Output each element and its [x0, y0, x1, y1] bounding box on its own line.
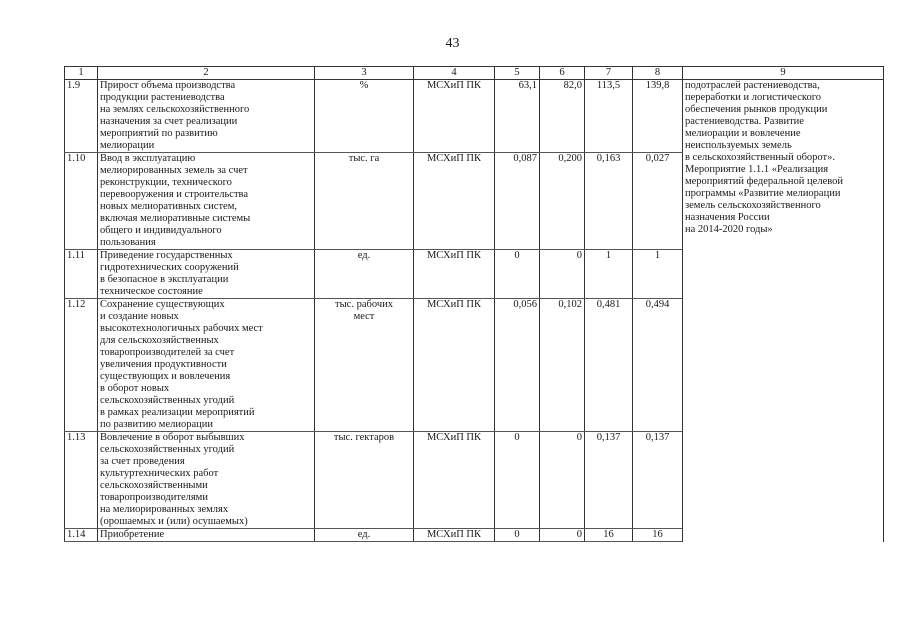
unit: тыс. рабочих мест — [315, 299, 414, 432]
header-col-1: 1 — [65, 67, 98, 80]
value-col-6: 0,200 — [540, 153, 585, 250]
indicator-name: Ввод в эксплуатацию мелиорированных земель за счет реконструкции, технического перевооружения и строительства новых мелиоративных систем, включая мелиоративные системы общего и индивидуального пользования — [98, 153, 315, 250]
row-number: 1.9 — [65, 80, 98, 153]
header-col-2: 2 — [98, 67, 315, 80]
value-col-6: 0 — [540, 432, 585, 529]
unit: тыс. га — [315, 153, 414, 250]
value-col-8: 0,137 — [633, 432, 683, 529]
row-number: 1.10 — [65, 153, 98, 250]
value-col-6: 0 — [540, 250, 585, 299]
value-col-7: 113,5 — [585, 80, 633, 153]
header-col-7: 7 — [585, 67, 633, 80]
value-col-5: 0,056 — [495, 299, 540, 432]
value-col-5: 0,087 — [495, 153, 540, 250]
header-col-5: 5 — [495, 67, 540, 80]
value-col-8: 0,027 — [633, 153, 683, 250]
value-col-5: 63,1 — [495, 80, 540, 153]
table-header-row — [65, 67, 884, 80]
header-col-8: 8 — [633, 67, 683, 80]
responsible-org: МСХиП ПК — [414, 80, 495, 153]
responsible-org: МСХиП ПК — [414, 529, 495, 542]
row-number: 1.11 — [65, 250, 98, 299]
program-description: подотраслей растениеводства, переработки и логистического обеспечения рынков продукции растениеводства. Развитие мелиорации и вовлечение неиспользуемых земель в сельскохозяйственный оборот». Мероприятие 1.1.1 «Реализация мероприятий федеральной целевой программы «Развитие мелиорации земель сельскохозяйственного назначения России на 2014-2020 годы» — [683, 80, 884, 542]
row-number: 1.12 — [65, 299, 98, 432]
unit: ед. — [315, 250, 414, 299]
value-col-8: 16 — [633, 529, 683, 542]
responsible-org: МСХиП ПК — [414, 432, 495, 529]
value-col-7: 16 — [585, 529, 633, 542]
value-col-5: 0 — [495, 432, 540, 529]
value-col-5: 0 — [495, 529, 540, 542]
unit: ед. — [315, 529, 414, 542]
header-col-4: 4 — [414, 67, 495, 80]
table-row — [65, 80, 884, 153]
header-col-6: 6 — [540, 67, 585, 80]
indicators-table — [64, 66, 884, 542]
value-col-8: 139,8 — [633, 80, 683, 153]
value-col-8: 0,494 — [633, 299, 683, 432]
indicator-name: Прирост объема производства продукции растениеводства на землях сельскохозяйственного назначения за счет реализации мероприятий по развитию мелиорации — [98, 80, 315, 153]
unit: % — [315, 80, 414, 153]
value-col-7: 0,163 — [585, 153, 633, 250]
header-col-9: 9 — [683, 67, 884, 80]
responsible-org: МСХиП ПК — [414, 299, 495, 432]
unit: тыс. гектаров — [315, 432, 414, 529]
value-col-5: 0 — [495, 250, 540, 299]
value-col-6: 0,102 — [540, 299, 585, 432]
value-col-6: 0 — [540, 529, 585, 542]
row-number: 1.13 — [65, 432, 98, 529]
value-col-6: 82,0 — [540, 80, 585, 153]
indicator-name: Приобретение — [98, 529, 315, 542]
value-col-7: 0,481 — [585, 299, 633, 432]
indicator-name: Сохранение существующих и создание новых высокотехнологичных рабочих мест для сельскохозяйственных товаропроизводителей за счет увеличения продуктивности существующих и вовлечения в оборот новых сельскохозяйственных угодий в рамках реализации мероприятий по развитию мелиорации — [98, 299, 315, 432]
indicator-name: Приведение государственных гидротехнических сооружений в безопасное в эксплуатации техническое состояние — [98, 250, 315, 299]
responsible-org: МСХиП ПК — [414, 250, 495, 299]
responsible-org: МСХиП ПК — [414, 153, 495, 250]
row-number: 1.14 — [65, 529, 98, 542]
indicator-name: Вовлечение в оборот выбывших сельскохозяйственных угодий за счет проведения культуртехнических работ сельскохозяйственными товаропроизводителями на мелиорированных землях (орошаемых и (или) осушаемых) — [98, 432, 315, 529]
page-number: 43 — [445, 36, 460, 51]
value-col-7: 0,137 — [585, 432, 633, 529]
header-col-3: 3 — [315, 67, 414, 80]
value-col-7: 1 — [585, 250, 633, 299]
value-col-8: 1 — [633, 250, 683, 299]
